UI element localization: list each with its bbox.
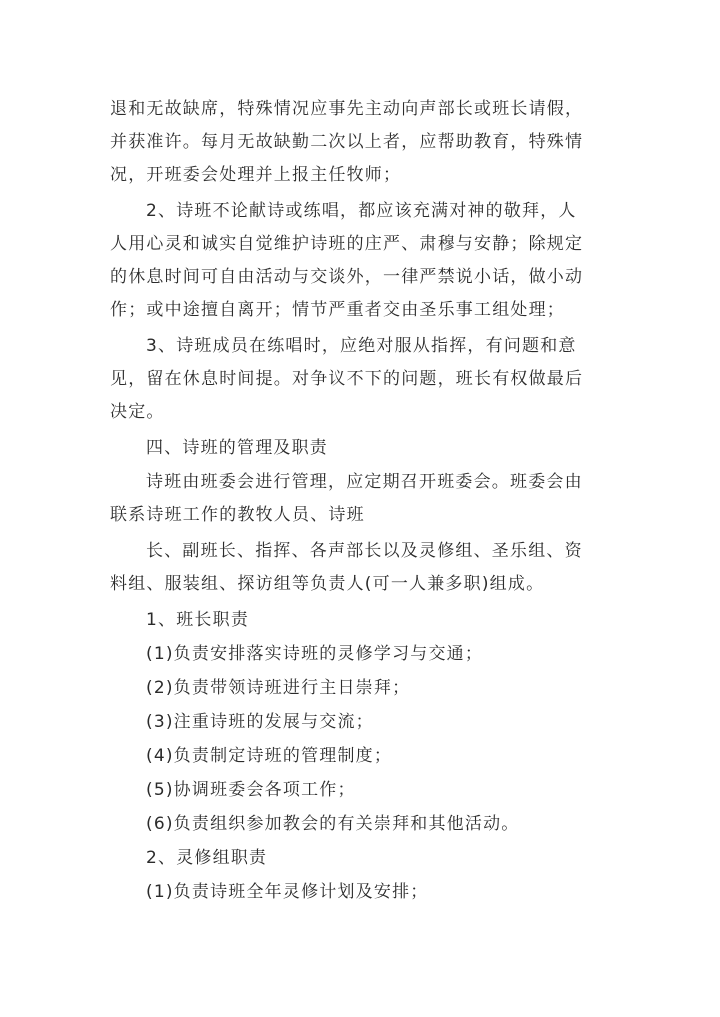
paragraph-line: 况，开班委会处理并上报主任牧师； — [110, 165, 402, 185]
paragraph-line: 决定。 — [110, 402, 165, 422]
paragraph-line: 料组、服装组、探访组等负责人(可一人兼多职)组成。 — [110, 574, 545, 594]
paragraph-line: 作；或中途擅自离开；情节严重者交由圣乐事工组处理； — [110, 300, 565, 320]
paragraph-line: 人用心灵和诚实自觉维护诗班的庄严、肃穆与安静；除规定 — [110, 234, 584, 254]
paragraph-line: 退和无故缺席，特殊情况应事先主动向声部长或班长请假， — [110, 99, 584, 119]
list-item: (5)协调班委会各项工作； — [146, 780, 356, 800]
subsection-heading: 2、灵修组职责 — [146, 848, 268, 868]
paragraph-line: 联系诗班工作的教牧人员、诗班 — [110, 505, 365, 525]
subsection-heading: 1、班长职责 — [146, 610, 250, 630]
list-item: (1)负责安排落实诗班的灵修学习与交通； — [146, 644, 484, 664]
list-item: (6)负责组织参加教会的有关崇拜和其他活动。 — [146, 814, 520, 834]
list-item: (3)注重诗班的发展与交流； — [146, 712, 374, 732]
paragraph-line: 诗班由班委会进行管理，应定期召开班委会。班委会由 — [146, 472, 583, 492]
paragraph-line: 2、诗班不论献诗或练唱，都应该充满对神的敬拜，人 — [146, 201, 577, 221]
list-item: (4)负责制定诗班的管理制度； — [146, 746, 393, 766]
paragraph-line: 并获准许。每月无故缺勤二次以上者，应帮助教育，特殊情 — [110, 132, 584, 152]
list-item: (2)负责带领诗班进行主日崇拜； — [146, 678, 411, 698]
paragraph-line: 长、副班长、指挥、各声部长以及灵修组、圣乐组、资 — [146, 541, 583, 561]
paragraph-line: 的休息时间可自由活动与交谈外，一律严禁说小话，做小动 — [110, 267, 584, 287]
section-heading: 四、诗班的管理及职责 — [146, 438, 328, 458]
paragraph-line: 见，留在休息时间提。对争议不下的问题，班长有权做最后 — [110, 369, 584, 389]
list-item: (1)负责诗班全年灵修计划及安排； — [146, 882, 429, 902]
paragraph-line: 3、诗班成员在练唱时，应绝对服从指挥，有问题和意 — [146, 336, 577, 356]
